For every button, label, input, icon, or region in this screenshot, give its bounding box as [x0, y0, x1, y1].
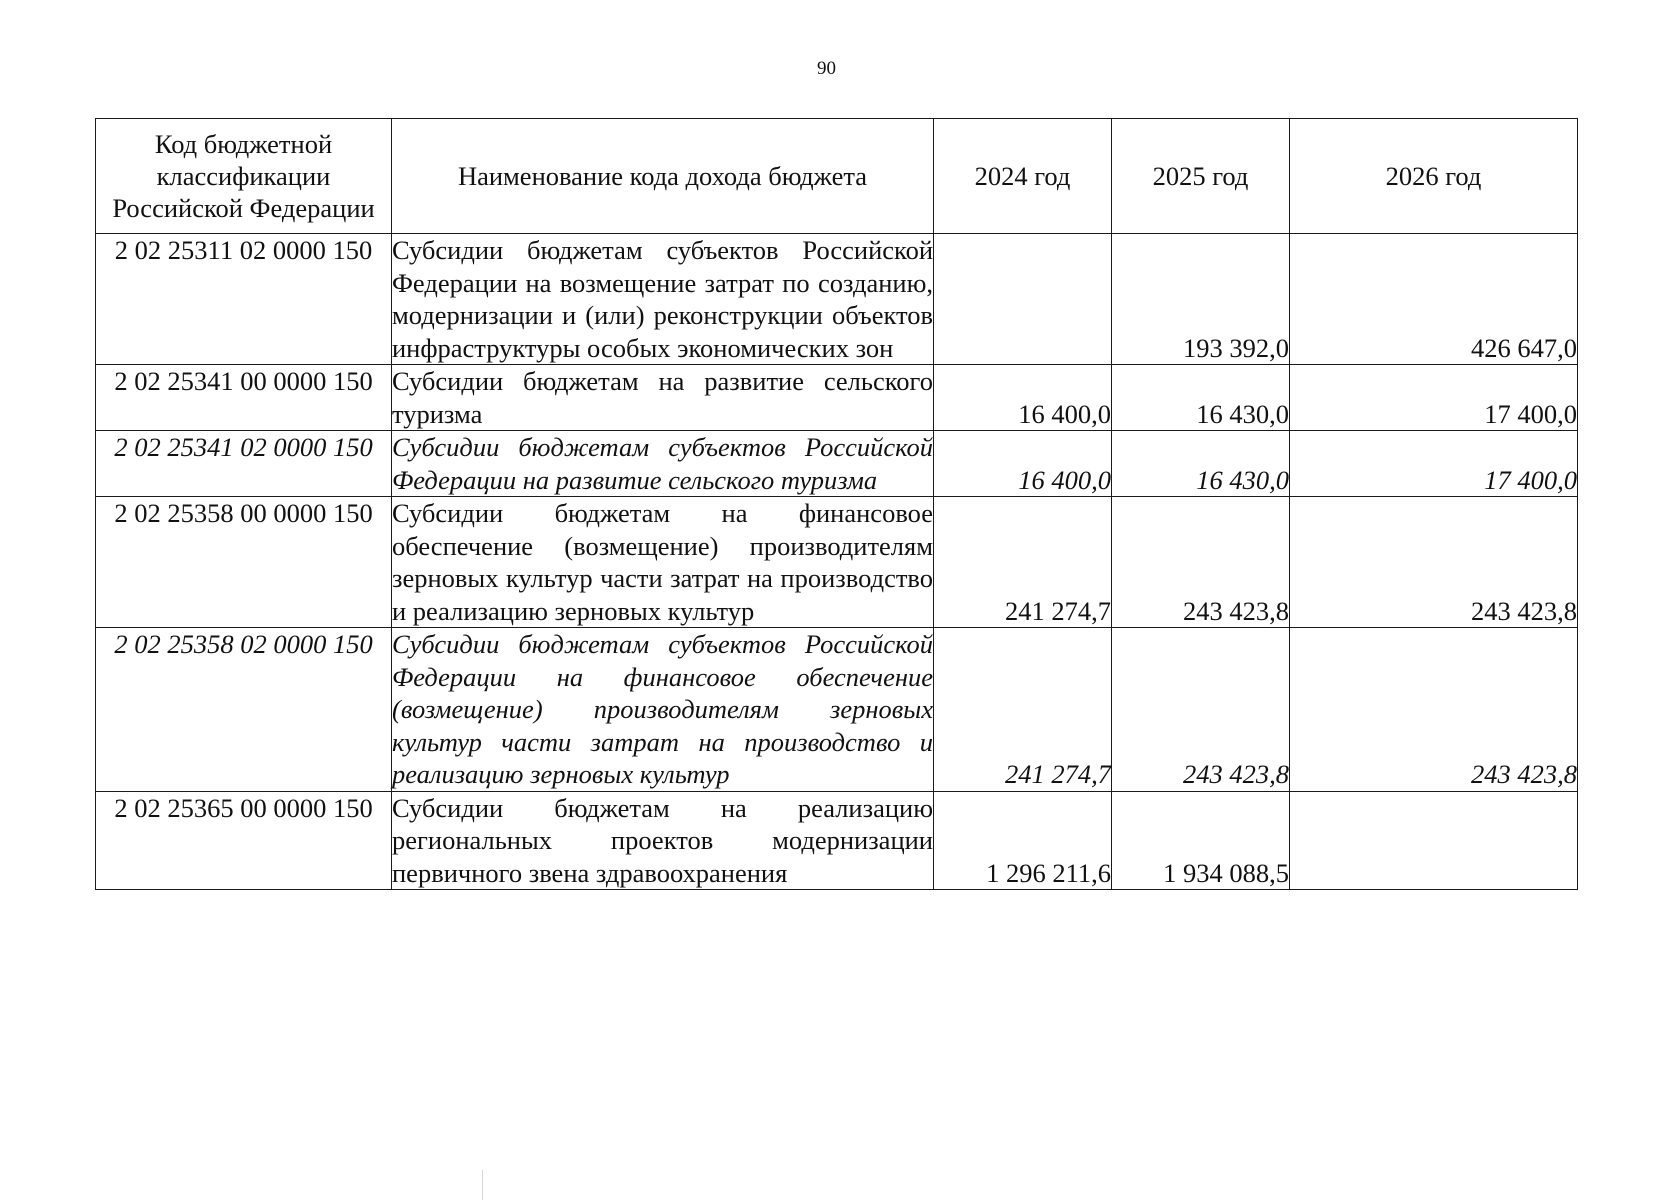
row-value-2025: 1 934 088,5 — [1112, 791, 1290, 890]
row-code: 2 02 25365 00 0000 150 — [96, 791, 392, 890]
page-number: 90 — [817, 58, 836, 79]
row-code: 2 02 25341 00 0000 150 — [96, 365, 392, 431]
budget-revenue-table — [95, 118, 1578, 890]
row-value-2025: 243 423,8 — [1112, 628, 1290, 792]
table-header-row — [96, 119, 1578, 234]
row-value-2026: 243 423,8 — [1290, 497, 1578, 628]
row-value-2025: 16 430,0 — [1112, 431, 1290, 497]
table-row-subitem — [96, 628, 1578, 792]
row-code: 2 02 25341 02 0000 150 — [96, 431, 392, 497]
table-row — [96, 234, 1578, 365]
row-name: Субсидии бюджетам на финансовое обеспечение (возмещение) производителям зерновых культур части затрат на производство и реализацию зерновых культур — [392, 498, 933, 626]
row-value-2024: 16 400,0 — [934, 431, 1112, 497]
header-code: Код бюджетной классификации Российской Федерации — [96, 119, 392, 234]
row-name: Субсидии бюджетам субъектов Российской Федерации на финансовое обеспечение (возмещение) производителям зерновых культур части затрат на производство и реализацию зерновых культур — [392, 629, 933, 789]
header-2026: 2026 год — [1290, 119, 1578, 234]
row-name: Субсидии бюджетам субъектов Российской Федерации на развитие сельского туризма — [392, 432, 933, 495]
row-value-2026: 17 400,0 — [1290, 365, 1578, 431]
table-row — [96, 365, 1578, 431]
row-value-2024: 241 274,7 — [934, 628, 1112, 792]
header-name: Наименование кода дохода бюджета — [392, 119, 934, 234]
row-code: 2 02 25358 02 0000 150 — [96, 628, 392, 792]
row-value-2024: 241 274,7 — [934, 497, 1112, 628]
header-2025: 2025 год — [1112, 119, 1290, 234]
row-value-2024: 1 296 211,6 — [934, 791, 1112, 890]
row-value-2025: 193 392,0 — [1112, 234, 1290, 365]
row-value-2026: 243 423,8 — [1290, 628, 1578, 792]
row-value-2026: 17 400,0 — [1290, 431, 1578, 497]
row-value-2024 — [934, 234, 1112, 365]
row-value-2025: 16 430,0 — [1112, 365, 1290, 431]
row-name: Субсидии бюджетам на реализацию региональных проектов модернизации первичного звена здравоохранения — [392, 792, 933, 888]
row-name: Субсидии бюджетам субъектов Российской Федерации на возмещение затрат по созданию, модернизации и (или) реконструкции объектов инфраструктуры особых экономических зон — [392, 235, 933, 363]
row-value-2024: 16 400,0 — [934, 365, 1112, 431]
header-2024: 2024 год — [934, 119, 1112, 234]
row-code: 2 02 25358 00 0000 150 — [96, 497, 392, 628]
table-row — [96, 791, 1578, 890]
row-value-2026: 426 647,0 — [1290, 234, 1578, 365]
row-code: 2 02 25311 02 0000 150 — [96, 234, 392, 365]
row-value-2025: 243 423,8 — [1112, 497, 1290, 628]
table-row-subitem — [96, 431, 1578, 497]
table-row — [96, 497, 1578, 628]
row-name: Субсидии бюджетам на развитие сельского туризма — [392, 366, 933, 429]
scan-artifact-line — [482, 1170, 483, 1200]
row-value-2026 — [1290, 791, 1578, 890]
